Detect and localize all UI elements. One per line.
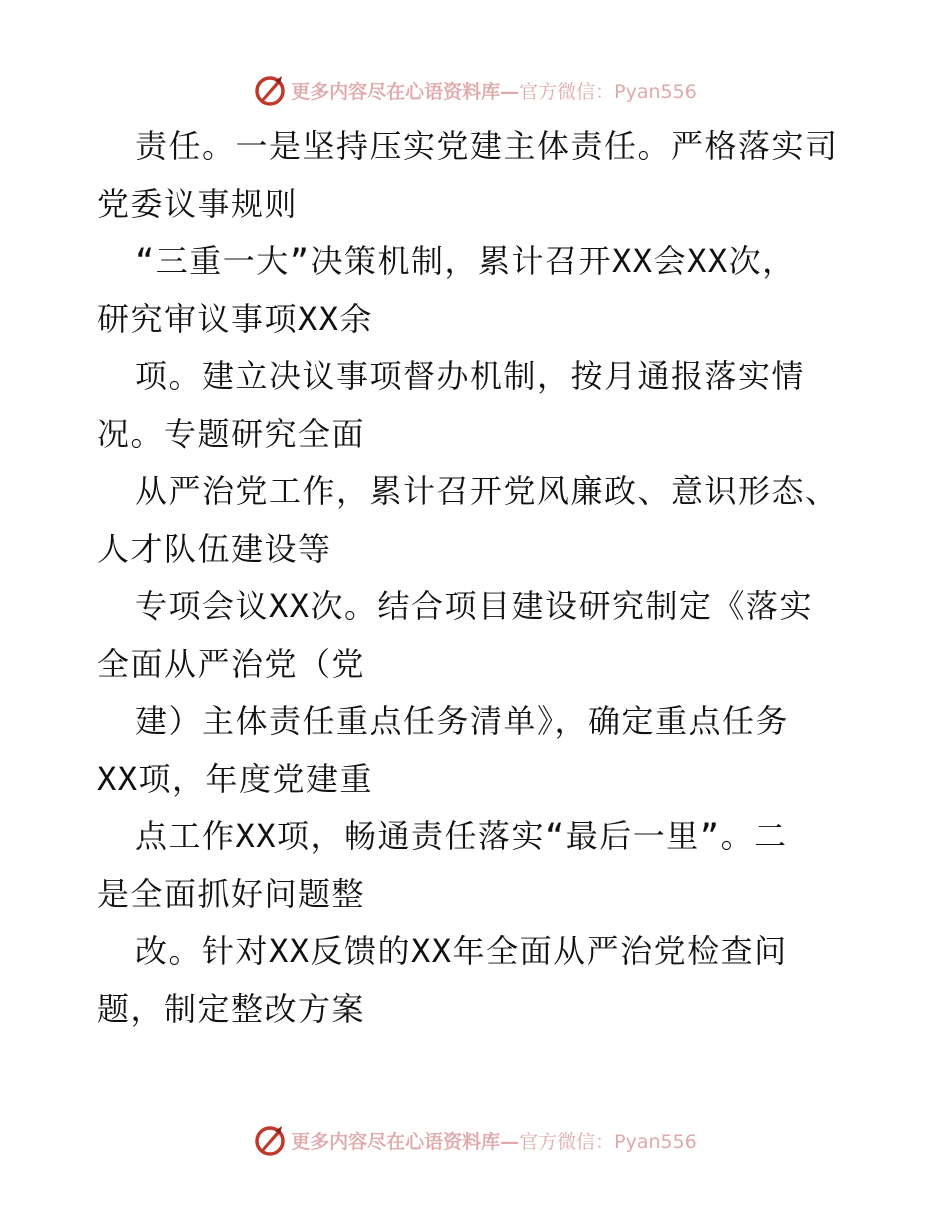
body-line-11: 建）主体责任重点任务清单》，确定重点任务 <box>135 702 790 740</box>
header-banner-wechat: 官方微信：Pyan556 <box>519 80 697 103</box>
header-banner-main: 更多内容尽在心语资料库— <box>291 80 520 103</box>
body-line-12: XX项，年度党建重 <box>97 759 374 798</box>
body-line-15: 改。针对XX反馈的XX年全面从严治党检查问 <box>135 932 788 970</box>
header-banner-text <box>291 77 697 104</box>
body-line-4: 研究审议事项XX余 <box>97 299 374 338</box>
footer-banner-main: 更多内容尽在心语资料库— <box>291 1130 520 1153</box>
body-line-8: 人才队伍建设等 <box>97 529 332 568</box>
body-line-5: 项。建立决议事项督办机制，按月通报落实情 <box>135 357 806 395</box>
body-line-16: 题，制定整改方案 <box>97 989 366 1028</box>
header-watermark-banner <box>0 70 950 110</box>
body-line-13: 点工作XX项，畅通责任落实“最后一里”。二 <box>135 817 788 855</box>
quill-ring-logo-icon <box>253 73 287 107</box>
body-line-10: 全面从严治党（党 <box>97 644 366 683</box>
footer-watermark-banner <box>0 1120 950 1160</box>
body-line-9: 专项会议XX次。结合项目建设研究制定《落实 <box>135 587 814 625</box>
body-line-1: 责任。一是坚持压实党建主体责任。严格落实司 <box>135 127 839 165</box>
body-line-2: 党委议事规则 <box>97 184 299 223</box>
footer-banner-wechat: 官方微信：Pyan556 <box>519 1130 697 1153</box>
document-body <box>97 118 857 1038</box>
body-line-14: 是全面抓好问题整 <box>97 874 366 913</box>
quill-ring-logo-icon <box>253 1123 287 1157</box>
footer-banner-text <box>291 1127 697 1154</box>
body-line-7: 从严治党工作，累计召开党风廉政、意识形态、 <box>135 472 839 510</box>
body-line-6: 况。专题研究全面 <box>97 414 366 453</box>
body-line-3: “三重一大”决策机制，累计召开XX会XX次， <box>135 242 796 280</box>
